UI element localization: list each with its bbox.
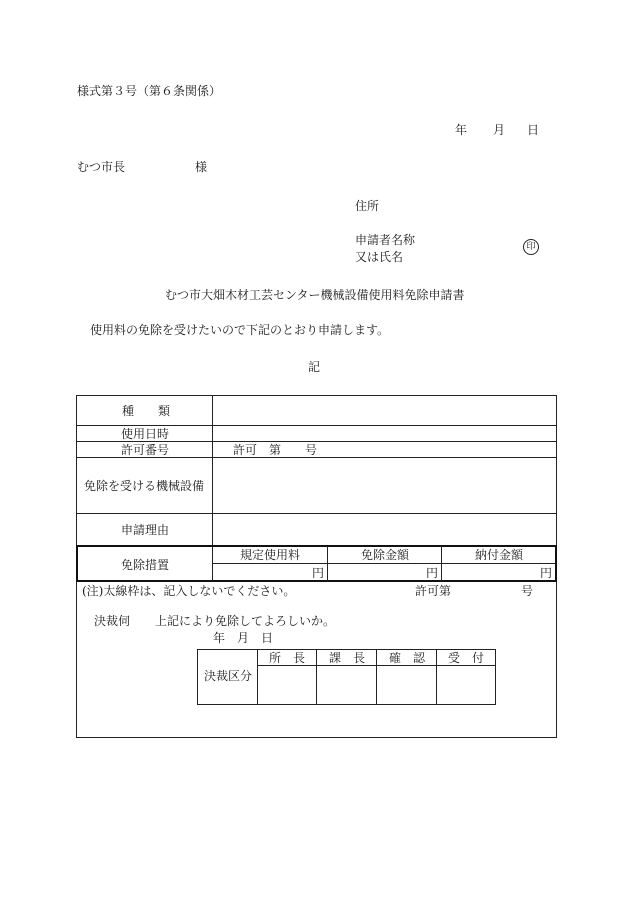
note-text: (注)太線枠は、記入しないでください。	[82, 584, 296, 598]
payment-amount-yen: 円	[540, 566, 553, 580]
role-director: 所 長	[269, 651, 306, 665]
date-year-label: 年	[455, 123, 468, 137]
address-label: 住所	[355, 199, 380, 213]
applicant-name-label-line1: 申請者名称	[355, 233, 416, 247]
permit-number-value: 許可 第 号	[233, 443, 318, 457]
permit-first-label: 許可第	[415, 584, 452, 598]
document-title: むつ市大畑木材工芸センター機械設備使用料免除申請書	[165, 288, 465, 302]
decision-date: 年 月 日	[213, 631, 274, 645]
date-day-label: 日	[527, 123, 540, 137]
role-reception: 受 付	[448, 651, 485, 665]
role-section-chief: 課 長	[329, 651, 366, 665]
date-month-label: 月	[493, 123, 506, 137]
addressee-mayor: むつ市長	[77, 160, 126, 174]
exemption-label: 免除措置	[121, 558, 170, 572]
ki-heading: 記	[308, 360, 321, 374]
use-datetime-label: 使用日時	[121, 427, 170, 441]
seal-mark: 印	[523, 239, 539, 255]
permit-number-label: 許可番号	[121, 443, 170, 457]
form-number: 様式第３号（第６条関係）	[77, 84, 222, 98]
payment-amount-header: 納付金額	[475, 548, 524, 562]
standard-fee-yen: 円	[312, 566, 325, 580]
exemption-amount-yen: 円	[426, 566, 439, 580]
reason-label: 申請理由	[121, 523, 170, 537]
exemption-amount-header: 免除金額	[361, 548, 410, 562]
addressee-honorific: 様	[195, 160, 208, 174]
permit-go-label: 号	[521, 584, 534, 598]
decision-category-label: 決裁区分	[204, 669, 253, 683]
decision-text: 上記により免除してよろしいか。	[155, 614, 336, 628]
equipment-label: 免除を受ける機械設備	[84, 479, 205, 493]
role-confirmation: 確 認	[389, 651, 426, 665]
applicant-name-label-line2: 又は氏名	[355, 250, 404, 264]
decision-label: 決裁伺	[94, 614, 131, 628]
standard-fee-header: 規定使用料	[240, 548, 301, 562]
type-label: 種 類	[122, 404, 171, 418]
intro-text: 使用料の免除を受けたいので下記のとおり申請します。	[90, 323, 390, 337]
